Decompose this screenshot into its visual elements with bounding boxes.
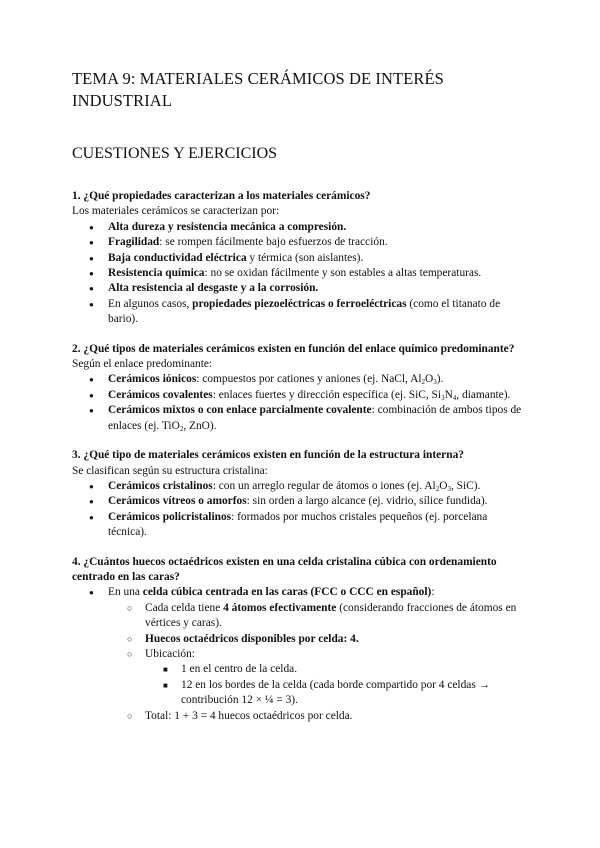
list-item: ● En una celda cúbica centrada en las caras (FCC o CCC en español): ○ Cada celda tiene 4 átomos efectivamente (considerando fracciones de átomos en vértices y caras). ○ Huecos octaédricos disponibles por celda: 4. ○ Ubicación: ■ 1 en el centro de la celda. ■ 12 en los bordes de la celda (cada borde compartido por 4 celdas → contribución 12 × ¼ = 3). ○ Total: 1 + 3 = 4 huecos octaédricos por celda. <box>72 585 528 724</box>
question-1 <box>72 189 528 328</box>
list-item: ● Cerámicos iónicos: compuestos por cationes y aniones (ej. NaCl, $Al_2O_3$). <box>72 372 528 387</box>
list-item: ● En algunos casos, propiedades piezoeléctricas o ferroeléctricas (como el titanato de bario). <box>72 297 528 328</box>
list-item: ● Cerámicos cristalinos: con un arreglo regular de átomos o iones (ej. $Al_2O_3$, SiC). <box>72 479 528 494</box>
question-1-list <box>72 220 528 328</box>
question-3-list <box>72 479 528 541</box>
question-1-intro: Los materiales cerámicos se caracterizan por: <box>72 205 280 218</box>
question-2-title: 2. ¿Qué tipos de materiales cerámicos existen en función del enlace químico predominante? <box>72 342 515 355</box>
sublist-item: ○ Cada celda tiene 4 átomos efectivamente (considerando fracciones de átomos en vértices y caras). <box>72 601 528 632</box>
sublist-item: ○ Total: 1 + 3 = 4 huecos octaédricos por celda. <box>72 709 528 724</box>
question-2 <box>72 342 528 434</box>
question-4-sublist <box>108 601 528 724</box>
question-3-title: 3. ¿Qué tipo de materiales cerámicos existen en función de la estructura interna? <box>72 449 464 462</box>
sublist-item: ○ Ubicación: ■ 1 en el centro de la celda. ■ 12 en los bordes de la celda (cada borde compartido por 4 celdas → contribución 12 × ¼ = 3). <box>72 647 528 709</box>
location-item: ■ 12 en los bordes de la celda (cada borde compartido por 4 celdas → contribución 12 × ¼ = 3). <box>72 678 528 709</box>
location-item: ■ 1 en el centro de la celda. <box>72 662 528 677</box>
list-item: ● Cerámicos policristalinos: formados por muchos cristales pequeños (ej. porcelana técnica). <box>72 510 528 541</box>
question-2-list <box>72 372 528 434</box>
list-item: ● Cerámicos covalentes: enlaces fuertes y dirección específica (ej. SiC, $Si_3N_4$, diamante). <box>72 388 528 403</box>
document-page <box>72 68 528 724</box>
question-4-list <box>72 585 528 724</box>
list-item: ● Cerámicos mixtos o con enlace parcialmente covalente: combinación de ambos tipos de enlaces (ej. TiO$_2$, ZnO). <box>72 403 528 434</box>
section-heading: CUESTIONES Y EJERCICIOS <box>72 145 278 162</box>
question-2-intro: Según el enlace predominante: <box>72 358 213 371</box>
list-item: ● Fragilidad: se rompen fácilmente bajo esfuerzos de tracción. <box>72 235 528 250</box>
sublist-item: ○ Huecos octaédricos disponibles por celda: 4. <box>72 632 528 647</box>
list-item: ● Baja conductividad eléctrica y térmica (son aislantes). <box>72 251 528 266</box>
list-item: ● Resistencia química: no se oxidan fácilmente y son estables a altas temperaturas. <box>72 266 528 281</box>
question-3-intro: Se clasifican según su estructura cristalina: <box>72 464 268 477</box>
question-4-location-list <box>145 662 528 708</box>
question-1-title: 1. ¿Qué propiedades caracterizan a los materiales cerámicos? <box>72 190 371 202</box>
question-4 <box>72 555 528 724</box>
question-4-title: 4. ¿Cuántos huecos octaédricos existen en una celda cristalina cúbica con ordenamiento centrado en las caras? <box>72 555 497 583</box>
list-item: ● Alta dureza y resistencia mecánica a compresión. <box>72 220 528 235</box>
question-3 <box>72 448 528 540</box>
page-title: TEMA 9: MATERIALES CERÁMICOS DE INTERÉS INDUSTRIAL <box>72 69 444 110</box>
list-item: ● Cerámicos vítreos o amorfos: sin orden a largo alcance (ej. vidrio, sílice fundida). <box>72 494 528 509</box>
list-item: ● Alta resistencia al desgaste y a la corrosión. <box>72 281 528 296</box>
